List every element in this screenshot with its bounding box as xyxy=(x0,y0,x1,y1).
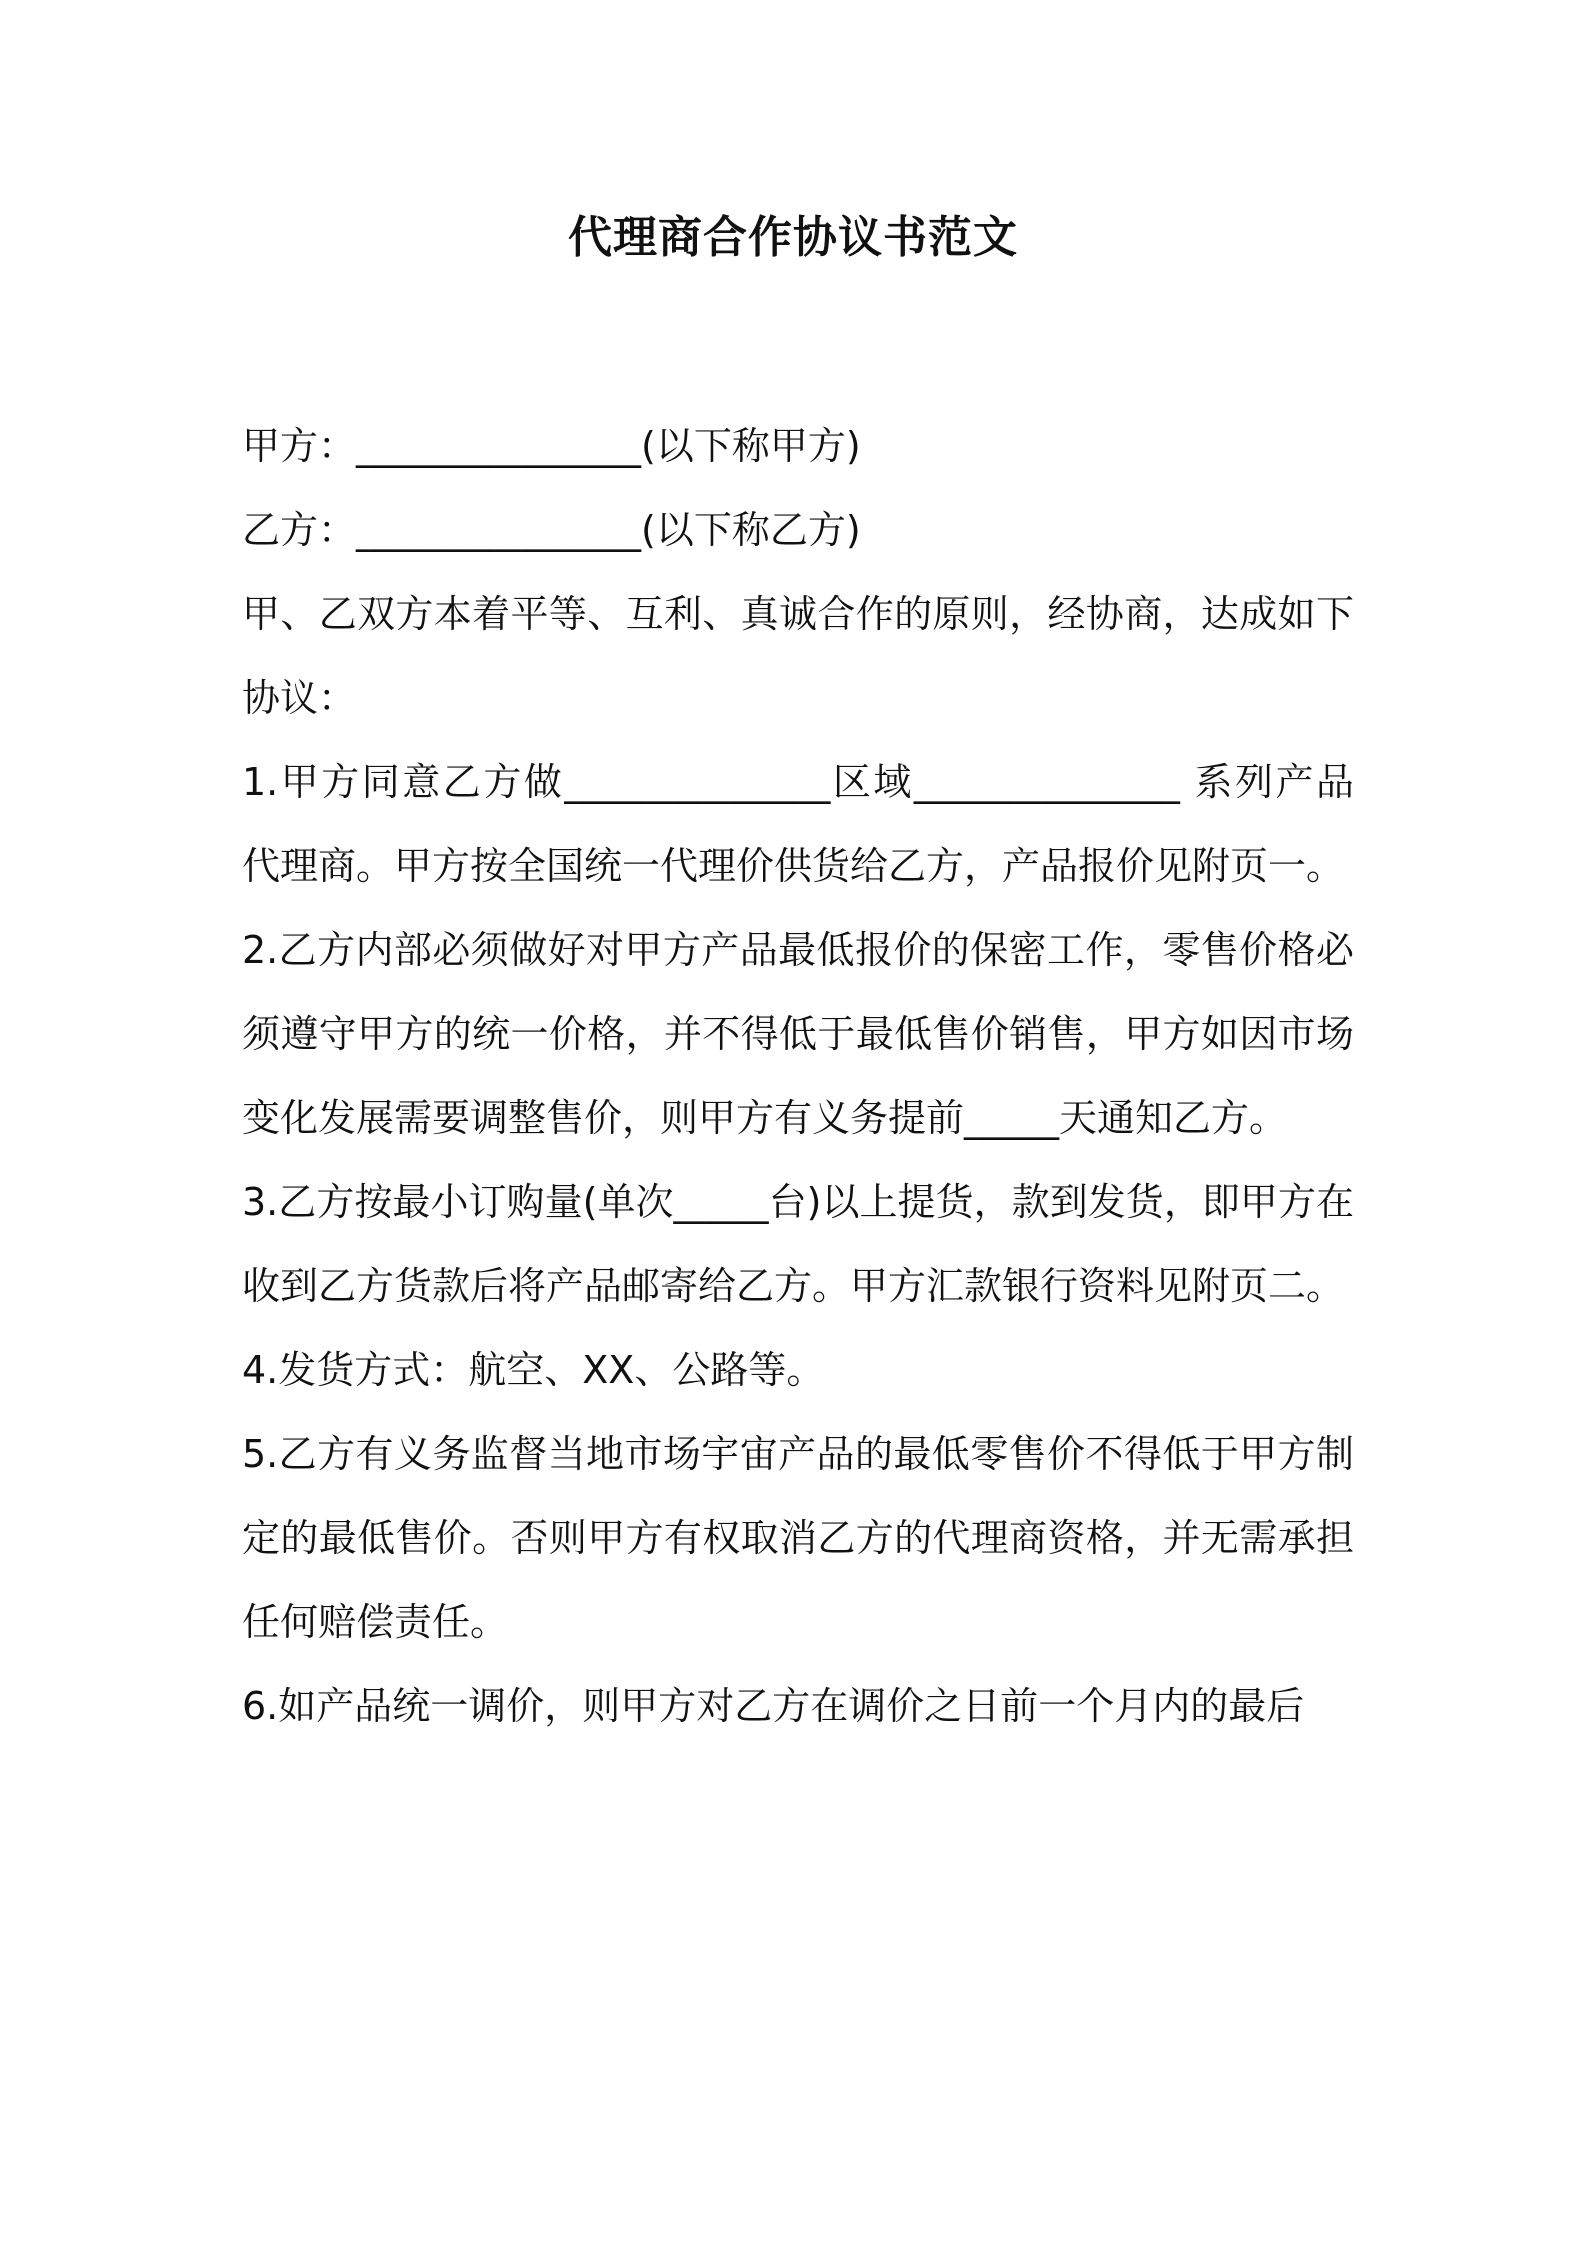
clause-2: 2.乙方内部必须做好对甲方产品最低报价的保密工作，零售价格必须遵守甲方的统一价格，并不得低于最低售价销售，甲方如因市场变化发展需要调整售价，则甲方有义务提前_____天通知乙方。 xyxy=(242,928,1354,1140)
clause-3: 3.乙方按最小订购量(单次_____台)以上提货，款到发货，即甲方在收到乙方货款后将产品邮寄给乙方。甲方汇款银行资料见附页二。 xyxy=(242,1180,1354,1308)
document-title: 代理商合作协议书范文 xyxy=(568,212,1018,263)
party-a-line: 甲方：_______________(以下称甲方) xyxy=(242,424,861,468)
preamble-paragraph: 甲、乙双方本着平等、互利、真诚合作的原则，经协商，达成如下协议： xyxy=(242,592,1354,720)
document-body xyxy=(242,404,1354,1748)
party-b-line: 乙方：_______________(以下称乙方) xyxy=(242,508,861,552)
clause-1: 1.甲方同意乙方做______________区域______________ 系列产品代理商。甲方按全国统一代理价供货给乙方，产品报价见附页一。 xyxy=(242,760,1354,888)
clause-5: 5.乙方有义务监督当地市场宇宙产品的最低零售价不得低于甲方制定的最低售价。否则甲方有权取消乙方的代理商资格，并无需承担任何赔偿责任。 xyxy=(242,1432,1354,1644)
clause-6: 6.如产品统一调价，则甲方对乙方在调价之日前一个月内的最后 xyxy=(242,1684,1305,1728)
clause-4: 4.发货方式：航空、XX、公路等。 xyxy=(242,1348,825,1392)
